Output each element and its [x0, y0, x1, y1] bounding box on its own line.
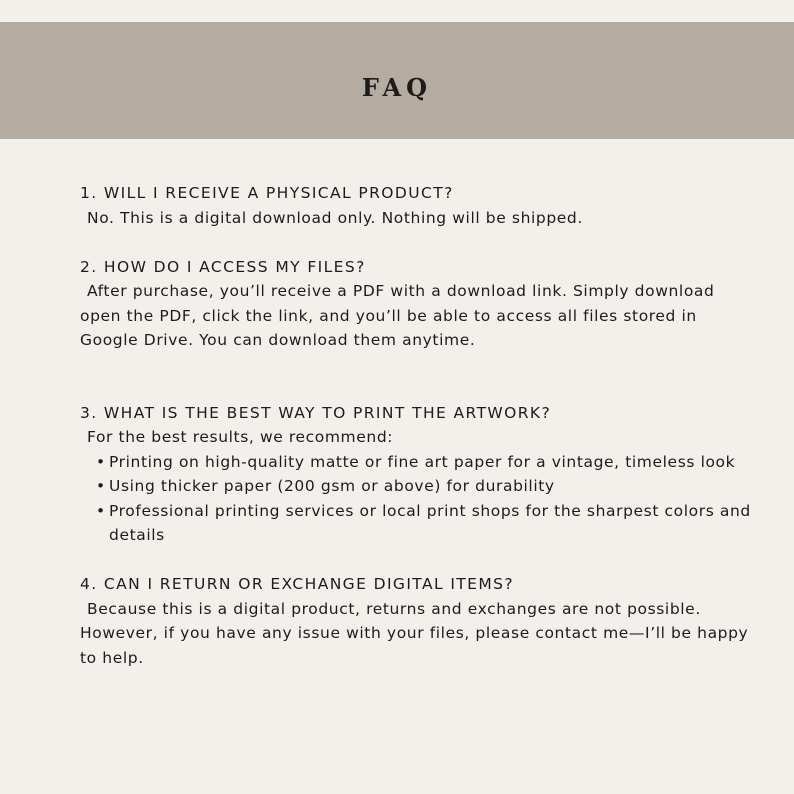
faq-question: 1. WILL I RECEIVE A PHYSICAL PRODUCT?	[80, 184, 454, 202]
bullet-icon: •	[96, 477, 106, 495]
page-title: FAQ	[361, 73, 433, 102]
faq-item-1	[80, 181, 760, 230]
recommendation-list	[80, 450, 760, 548]
faq-answer: No. This is a digital download only. Nothing will be shipped.	[87, 208, 583, 227]
bullet-icon: •	[96, 452, 106, 471]
list-item	[96, 450, 760, 475]
faq-question: 4. CAN I RETURN OR EXCHANGE DIGITAL ITEMS?	[80, 575, 515, 593]
faq-answer: Because this is a digital product, returns and exchanges are not possible. However, if you have any issue with your files, please contact me—I’ll be happy to help.	[80, 599, 749, 667]
faq-answer: For the best results, we recommend:	[87, 428, 394, 446]
faq-question: 2. HOW DO I ACCESS MY FILES?	[80, 257, 366, 276]
faq-item-2	[80, 255, 760, 353]
faq-item-3	[80, 401, 760, 548]
list-item	[96, 499, 760, 548]
list-item	[96, 474, 760, 499]
list-item-text: Using thicker paper (200 gsm or above) for durability	[109, 477, 555, 495]
bullet-icon: •	[96, 501, 106, 520]
list-item-text: Printing on high-quality matte or fine art paper for a vintage, timeless look	[109, 452, 736, 471]
faq-content	[80, 181, 760, 670]
faq-answer: After purchase, you’ll receive a PDF with a download link. Simply download open the PDF, click the link, and you’ll be able to access all files stored in Google Drive. You can download them anytime.	[80, 282, 715, 349]
list-item-text: Professional printing services or local print shops for the sharpest colors and details	[109, 501, 751, 544]
faq-question: 3. WHAT IS THE BEST WAY TO PRINT THE ARTWORK?	[80, 403, 552, 422]
faq-item-4	[80, 572, 760, 670]
